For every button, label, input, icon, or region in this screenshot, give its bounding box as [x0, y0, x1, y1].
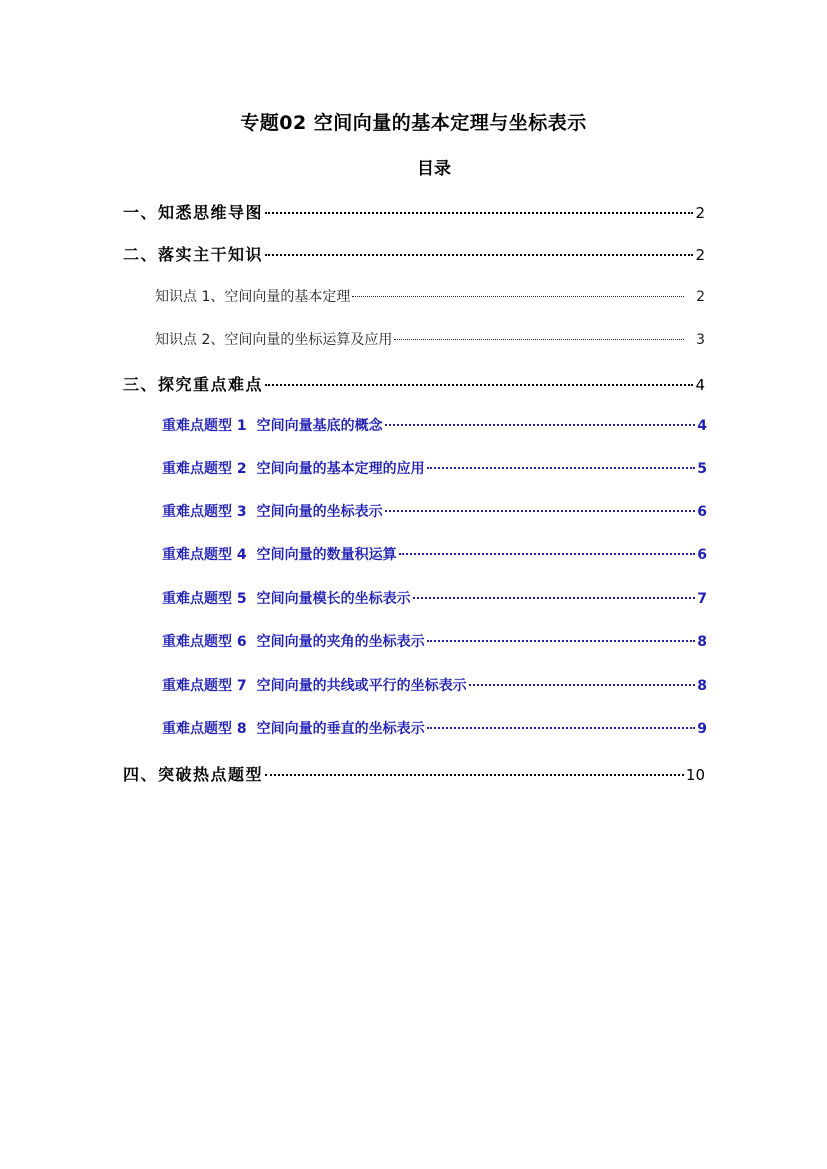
- toc-leader-dots: [385, 510, 696, 512]
- toc-entry-label: 空间向量的夹角的坐标表示: [256, 634, 425, 650]
- toc-entry-page: 4: [695, 376, 705, 394]
- toc-entry-prefix: 重难点题型 8: [162, 721, 247, 737]
- toc-entry-page: 10: [685, 766, 705, 784]
- toc-leader-dots: [427, 467, 696, 469]
- toc-entry-section-2[interactable]: [123, 242, 705, 265]
- toc-entry-label: 四、突破热点题型: [123, 765, 264, 784]
- toc-entry-label: 空间向量的坐标表示: [256, 504, 383, 520]
- toc-entry-prefix: 重难点题型 4: [162, 547, 247, 563]
- toc-entry-type-2[interactable]: [162, 458, 707, 478]
- toc-leader-dots: [469, 684, 696, 686]
- toc-entry-label: 空间向量基底的概念: [256, 418, 383, 434]
- toc-entry-page: 2: [695, 204, 705, 222]
- toc-entry-page: 7: [697, 591, 707, 607]
- toc-entry-section-3[interactable]: [123, 372, 705, 395]
- toc-leader-dots: [265, 774, 684, 776]
- toc-entry-section-1[interactable]: [123, 200, 705, 223]
- toc-entry-label: 知识点 2、空间向量的坐标运算及应用: [155, 332, 393, 348]
- toc-entry-knowledge-1[interactable]: [155, 286, 705, 306]
- toc-entry-page: 3: [696, 332, 705, 348]
- toc-entry-section-4[interactable]: [123, 762, 705, 785]
- toc-entry-page: 8: [697, 678, 707, 694]
- toc-entry-prefix: 重难点题型 3: [162, 504, 247, 520]
- toc-leader-dots: [394, 339, 684, 340]
- toc-entry-page: 2: [696, 289, 705, 305]
- toc-entry-label: 空间向量模长的坐标表示: [256, 591, 411, 607]
- toc-entry-prefix: 重难点题型 7: [162, 678, 247, 694]
- toc-entry-label: 空间向量的垂直的坐标表示: [256, 721, 425, 737]
- toc-entry-page: 6: [697, 504, 707, 520]
- toc-entry-label: 二、落实主干知识: [123, 245, 264, 264]
- toc-entry-type-7[interactable]: [162, 675, 707, 695]
- toc-entry-label: 空间向量的基本定理的应用: [256, 461, 425, 477]
- toc-entry-prefix: 重难点题型 6: [162, 634, 247, 650]
- toc-entry-label: 空间向量的共线或平行的坐标表示: [256, 678, 467, 694]
- toc-entry-label: 知识点 1、空间向量的基本定理: [155, 289, 351, 305]
- toc-entry-prefix: 重难点题型 5: [162, 591, 247, 607]
- toc-entry-type-1[interactable]: [162, 415, 707, 435]
- toc-entry-label: 一、知悉思维导图: [123, 203, 264, 222]
- toc-entry-type-4[interactable]: [162, 544, 707, 564]
- toc-entry-type-3[interactable]: [162, 501, 707, 521]
- document-title: 专题02 空间向量的基本定理与坐标表示: [240, 112, 587, 134]
- toc-entry-type-8[interactable]: [162, 718, 707, 738]
- toc-entry-page: 8: [697, 634, 707, 650]
- toc-entry-type-6[interactable]: [162, 631, 707, 651]
- toc-entry-page: 4: [697, 418, 707, 434]
- toc-entry-page: 9: [697, 721, 707, 737]
- toc-leader-dots: [427, 727, 696, 729]
- toc-entry-prefix: 重难点题型 1: [162, 418, 247, 434]
- toc-entry-page: 2: [695, 246, 705, 264]
- toc-leader-dots: [265, 384, 693, 386]
- toc-entry-label: 三、探究重点难点: [123, 375, 264, 394]
- toc-leader-dots: [265, 212, 693, 214]
- toc-leader-dots: [385, 424, 696, 426]
- toc-entry-page: 5: [697, 461, 707, 477]
- toc-entry-page: 6: [697, 547, 707, 563]
- toc-entry-prefix: 重难点题型 2: [162, 461, 247, 477]
- toc-entry-knowledge-2[interactable]: [155, 329, 705, 349]
- toc-leader-dots: [352, 296, 684, 297]
- toc-leader-dots: [265, 254, 693, 256]
- toc-leader-dots: [399, 553, 696, 555]
- toc-leader-dots: [413, 597, 696, 599]
- toc-entry-label: 空间向量的数量积运算: [256, 547, 397, 563]
- toc-entry-type-5[interactable]: [162, 588, 707, 608]
- toc-leader-dots: [427, 640, 696, 642]
- toc-heading: 目录: [417, 159, 451, 179]
